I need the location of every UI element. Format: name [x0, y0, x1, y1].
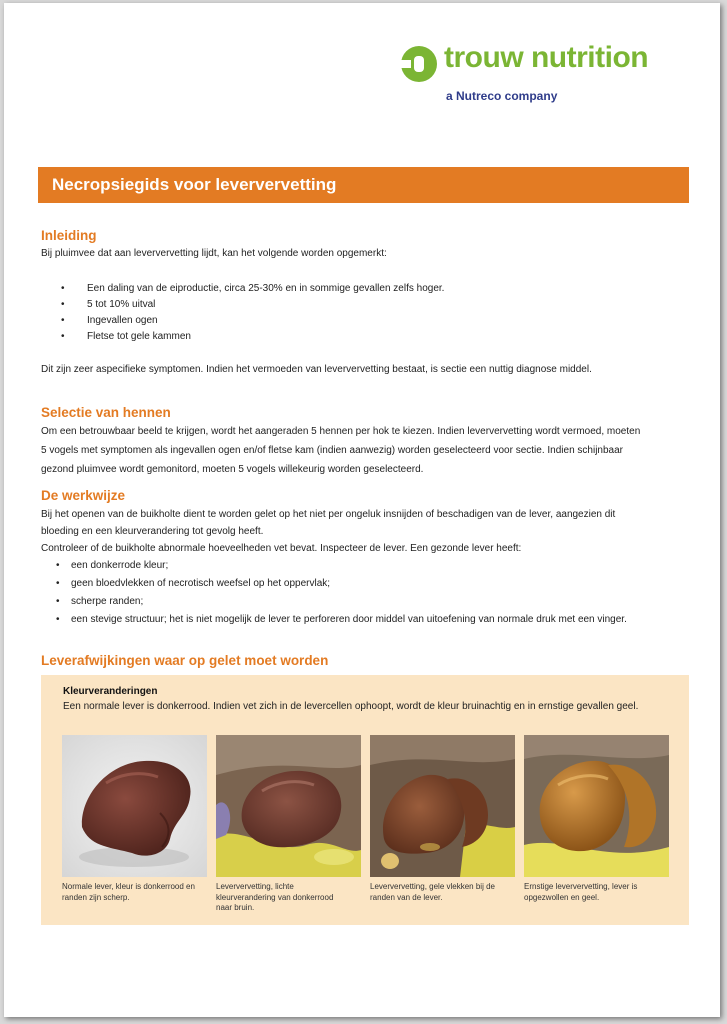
list-item: • een stevige structuur; het is niet mogelijk de lever te perforeren door middel van uitoefening van normale druk met een vinger. [71, 611, 641, 629]
method-bullet-list [71, 557, 641, 629]
liver-photo-normal [62, 735, 207, 877]
title-bar [38, 167, 689, 203]
photo-caption: Leververvetting, lichte kleurverandering van donkerrood naar bruin. [216, 882, 334, 912]
list-item: • Ingevallen ogen [87, 313, 444, 329]
photo-caption: Leververvetting, gele vlekken bij de randen van de lever. [370, 882, 495, 902]
trouw-logo-icon [400, 42, 438, 86]
document-page [4, 3, 720, 1017]
logo-tagline: a Nutreco company [446, 89, 558, 103]
panel-title: Kleurveranderingen [63, 686, 158, 697]
color-change-panel [41, 675, 689, 925]
liver-photo-yellow-spots [370, 735, 515, 877]
list-item: • Een daling van de eiproductie, circa 25-30% en in sommige gevallen zelfs hoger. [87, 281, 444, 297]
abnormalities-heading: Leverafwijkingen waar op gelet moet worden [41, 653, 329, 668]
selection-heading: Selectie van hennen [41, 405, 171, 420]
method-text-2: Controleer of de buikholte abnormale hoeveelheden vet bevat. Inspecteer de lever. Een gezonde lever heeft: [41, 543, 522, 554]
intro-bullet-list [87, 281, 444, 345]
list-item: • een donkerrode kleur; [71, 557, 641, 575]
list-item: • 5 tot 10% uitval [87, 297, 444, 313]
method-text-1: Bij het openen van de buikholte dient te worden gelet op het niet per ongeluk insnijden of beschadigen van de lever, aangezien dit bloeding en een kleurverandering tot gevolg heeft. [41, 509, 616, 537]
liver-photo-severe [524, 735, 669, 877]
list-item: • Fletse tot gele kammen [87, 329, 444, 345]
company-logo [400, 42, 700, 112]
intro-heading: Inleiding [41, 228, 97, 243]
intro-closing: Dit zijn zeer aspecifieke symptomen. Indien het vermoeden van leververvetting bestaat, is sectie een nuttig diagnose middel. [41, 364, 592, 375]
method-heading: De werkwijze [41, 488, 126, 503]
selection-text: Om een betrouwbaar beeld te krijgen, wordt het aangeraden 5 hennen per hok te kiezen. Indien leververvetting wordt vermoed, moeten 5 vogels met symptomen als ingevallen ogen en/of fletse kam (indien aanwezig) worden geselecteerd voor sectie. Indien schijnbaar gezond pluimvee wordt gemonitord, moeten 5 vogels willekeurig worden geselecteerd. [41, 426, 641, 475]
list-item: • geen bloedvlekken of necrotisch weefsel op het oppervlak; [71, 575, 641, 593]
photo-caption: Ernstige leververvetting, lever is opgezwollen en geel. [524, 882, 638, 902]
intro-lead: Bij pluimvee dat aan leververvetting lijdt, kan het volgende worden opgemerkt: [41, 248, 387, 259]
photo-caption: Normale lever, kleur is donkerrood en randen zijn scherp. [62, 882, 195, 902]
panel-text: Een normale lever is donkerrood. Indien vet zich in de levercellen ophoopt, wordt de kleur bruinachtig en in ernstige gevallen geel. [63, 701, 639, 712]
logo-brand-name: trouw nutrition [444, 41, 649, 74]
list-item: • scherpe randen; [71, 593, 641, 611]
liver-photo-light-fatty [216, 735, 361, 877]
page-title: Necropsiegids voor leververvetting [52, 175, 337, 194]
